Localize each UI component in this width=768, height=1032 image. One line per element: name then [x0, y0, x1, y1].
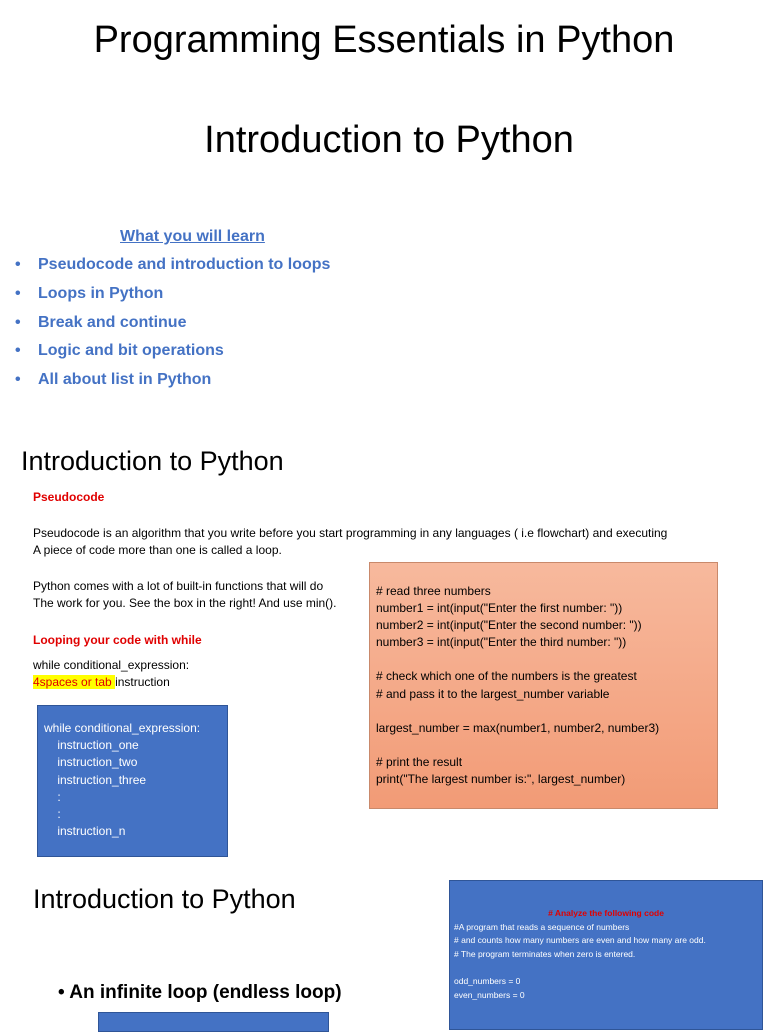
analyze-heading: # Analyze the following code	[548, 908, 664, 918]
builtin-paragraph	[33, 578, 337, 612]
code-line: instruction_three	[44, 772, 147, 787]
code-line: while conditional_expression:	[44, 721, 201, 735]
code-line: # and pass it to the largest_number variable	[376, 686, 610, 701]
code-line	[454, 961, 758, 975]
bullet-icon: •	[15, 371, 21, 389]
code-line: instruction_one	[44, 738, 139, 753]
learn-item	[15, 370, 330, 399]
learn-item-label: Logic and bit operations	[38, 342, 224, 360]
indent-highlight: 4spaces or tab	[33, 675, 116, 689]
code-line: number2 = int(input("Enter the second number: "))	[376, 618, 642, 633]
slide1-subtitle: Introduction to Python	[204, 119, 574, 161]
code-line: even_numbers = 0	[454, 989, 525, 1000]
learn-item	[15, 255, 330, 284]
code-line: number1 = int(input("Enter the first number: "))	[376, 601, 623, 616]
learn-item	[15, 313, 330, 342]
code-line	[376, 703, 717, 720]
pseudocode-paragraph	[33, 525, 667, 559]
instruction-word: instruction	[115, 675, 170, 689]
slide3-title: Introduction to Python	[33, 884, 296, 914]
infinite-loop-box	[98, 1012, 329, 1032]
learn-item-label: Break and continue	[38, 313, 187, 331]
slide1-title: Programming Essentials in Python	[93, 19, 675, 61]
code-line: number3 = int(input("Enter the third number: "))	[376, 635, 627, 650]
analyze-code-box	[449, 880, 763, 1030]
loop-label: Looping your code with while	[33, 633, 202, 647]
code-line: instruction_two	[44, 755, 138, 770]
code-line: # check which one of the numbers is the greatest	[376, 669, 637, 684]
while-syntax	[33, 657, 189, 691]
pseudocode-label: Pseudocode	[33, 490, 105, 504]
slide2-title: Introduction to Python	[21, 446, 284, 476]
code-line: #A program that reads a sequence of numbers	[454, 921, 630, 932]
code-line: :	[44, 807, 61, 822]
code-line: print("The largest number is:", largest_number)	[376, 772, 626, 787]
code-line: # print the result	[376, 754, 463, 769]
code-line: largest_number = max(number1, number2, number3)	[376, 720, 660, 735]
code-line	[376, 737, 717, 754]
largest-number-code-box	[369, 562, 718, 809]
code-line: odd_numbers = 0	[454, 975, 521, 986]
bullet-icon: •	[15, 313, 21, 331]
paragraph-line: The work for you. See the box in the right! And use min().	[33, 596, 337, 610]
paragraph-line: A piece of code more than one is called a loop.	[33, 543, 282, 557]
code-line: instruction_n	[44, 824, 126, 839]
while-example-box	[37, 705, 228, 857]
infinite-loop-label: An infinite loop (endless loop)	[69, 982, 342, 1003]
paragraph-line: Python comes with a lot of built-in functions that will do	[33, 579, 324, 593]
while-line: while conditional_expression:	[33, 658, 190, 672]
code-line	[376, 651, 717, 668]
code-line: :	[44, 789, 61, 804]
infinite-loop-bullet	[58, 982, 342, 1004]
bullet-icon: •	[15, 256, 21, 273]
learn-item-label: Pseudocode and introduction to loops	[38, 256, 331, 273]
bullet-icon: •	[58, 982, 65, 1003]
code-line: # read three numbers	[376, 584, 491, 598]
learn-item-label: All about list in Python	[38, 371, 212, 389]
instruction-line	[33, 674, 189, 691]
paragraph-line: Pseudocode is an algorithm that you write before you start programming in any languages ( i.e flowchart) and executing	[33, 526, 668, 540]
code-line: # and counts how many numbers are even and how many are odd.	[454, 935, 706, 946]
learn-item	[15, 341, 330, 370]
bullet-icon: •	[15, 284, 21, 302]
learn-item-label: Loops in Python	[38, 284, 164, 302]
learn-heading: What you will learn	[120, 228, 265, 245]
learn-item	[15, 284, 330, 313]
code-line: # The program terminates when zero is entered.	[454, 948, 636, 959]
learn-list	[15, 255, 330, 399]
bullet-icon: •	[15, 342, 21, 360]
